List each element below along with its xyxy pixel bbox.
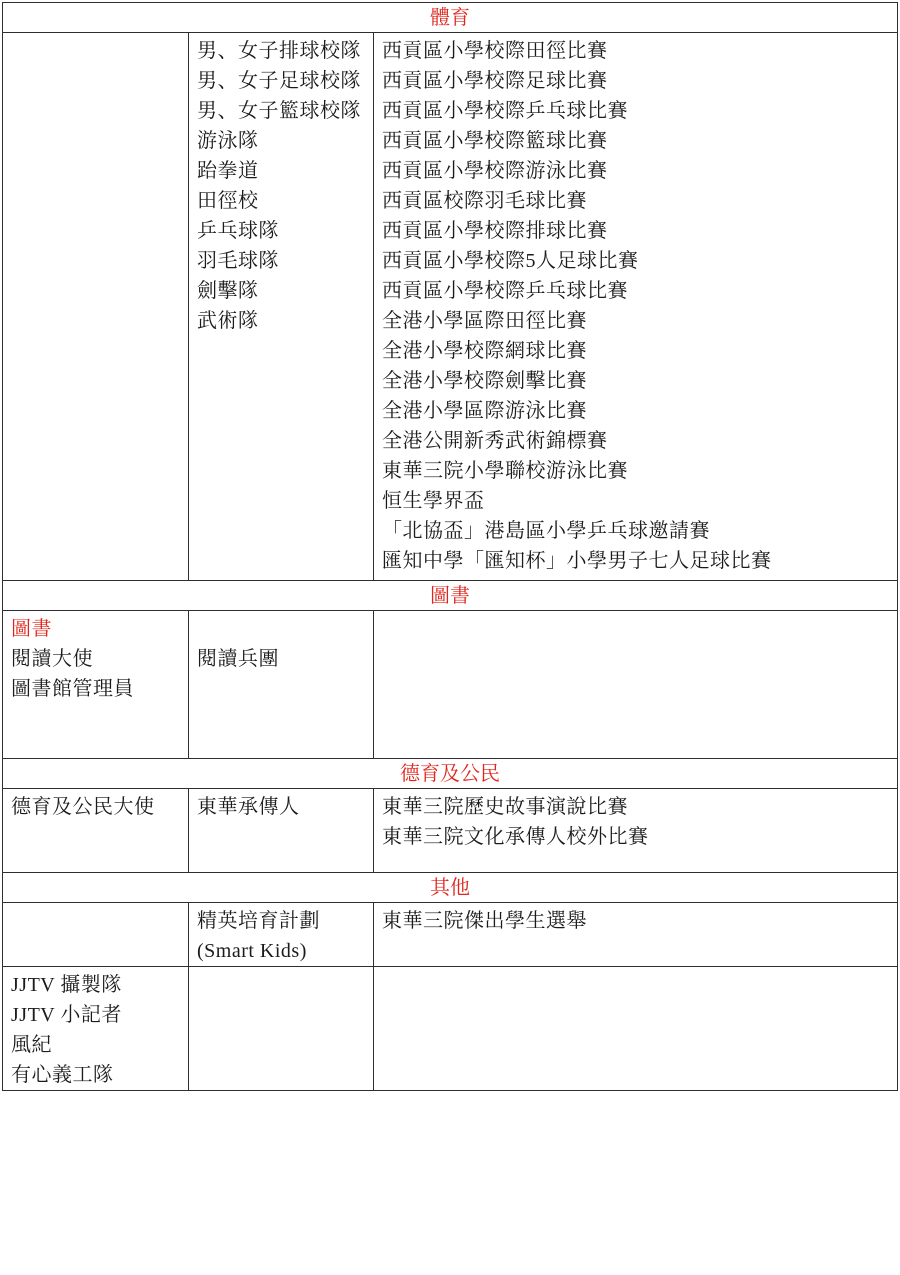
cell-line: 羽毛球隊 xyxy=(197,250,279,272)
section-moral-title: 德育及公民 xyxy=(3,759,898,789)
cell-line: 風紀 xyxy=(11,1034,52,1056)
sports-team-cell xyxy=(189,33,374,581)
cell-line xyxy=(197,614,365,644)
section-sports-title: 體育 xyxy=(3,3,898,33)
cell-line: 田徑校 xyxy=(197,190,259,212)
cell-line: 圖書館管理員 xyxy=(11,678,134,700)
section-others-header-row xyxy=(3,873,898,903)
cell-line: 「北協盃」港島區小學乒乓球邀請賽 xyxy=(382,520,710,542)
cell-line: 跆拳道 xyxy=(197,160,259,182)
moral-competition-cell xyxy=(374,789,898,873)
cell-line: 西貢區小學校際田徑比賽 xyxy=(382,40,608,62)
table-row xyxy=(3,903,898,967)
sports-activity-cell xyxy=(3,33,189,581)
cell-line: 匯知中學「匯知杯」小學男子七人足球比賽 xyxy=(382,550,772,572)
cell-line: 西貢區小學校際乒乓球比賽 xyxy=(382,100,628,122)
cell-line: 全港公開新秀武術錦標賽 xyxy=(382,430,608,452)
table-row xyxy=(3,33,898,581)
others2-team-cell xyxy=(189,967,374,1091)
cell-line: 德育及公民大使 xyxy=(11,796,155,818)
others-team-cell xyxy=(189,903,374,967)
moral-team-cell xyxy=(189,789,374,873)
cell-line: 武術隊 xyxy=(197,310,259,332)
cell-line: 西貢區小學校際排球比賽 xyxy=(382,220,608,242)
others-activity-cell xyxy=(3,903,189,967)
cell-line: (Smart Kids) xyxy=(197,940,307,962)
cell-line: JJTV 小記者 xyxy=(11,1004,122,1026)
cell-line: 全港小學區際田徑比賽 xyxy=(382,310,587,332)
cell-line: 西貢區小學校際游泳比賽 xyxy=(382,160,608,182)
section-moral-header-row xyxy=(3,759,898,789)
others2-activity-cell xyxy=(3,967,189,1091)
cell-line: 西貢區校際羽毛球比賽 xyxy=(382,190,587,212)
cell-line: 西貢區小學校際足球比賽 xyxy=(382,70,608,92)
library-team-cell xyxy=(189,611,374,759)
cell-line: 恒生學界盃 xyxy=(382,490,485,512)
cell-line: 西貢區小學校際乒乓球比賽 xyxy=(382,280,628,302)
cell-line: 東華三院小學聯校游泳比賽 xyxy=(382,460,628,482)
table-row xyxy=(3,789,898,873)
cell-line: 閱讀兵團 xyxy=(197,648,279,670)
cell-line: 乒乓球隊 xyxy=(197,220,279,242)
cell-line: 劍擊隊 xyxy=(197,280,259,302)
moral-activity-cell xyxy=(3,789,189,873)
cell-line: 東華承傳人 xyxy=(197,796,300,818)
cell-line: 有心義工隊 xyxy=(11,1064,114,1086)
cell-line: 男、女子排球校隊 xyxy=(197,40,361,62)
section-sports-header-row xyxy=(3,3,898,33)
library-competition-cell xyxy=(374,611,898,759)
cell-line: 全港小學校際網球比賽 xyxy=(382,340,587,362)
cell-line: 全港小學區際游泳比賽 xyxy=(382,400,587,422)
cell-line: 東華三院文化承傳人校外比賽 xyxy=(382,826,649,848)
cell-line: JJTV 攝製隊 xyxy=(11,974,122,996)
others2-competition-cell xyxy=(374,967,898,1091)
cell-line: 西貢區小學校際5人足球比賽 xyxy=(382,250,639,272)
cell-line: 東華三院歷史故事演說比賽 xyxy=(382,796,628,818)
table-row xyxy=(3,611,898,759)
others-competition-cell xyxy=(374,903,898,967)
cell-line: 精英培育計劃 xyxy=(197,910,320,932)
cell-line: 全港小學校際劍擊比賽 xyxy=(382,370,587,392)
cell-line: 西貢區小學校際籃球比賽 xyxy=(382,130,608,152)
cell-line: 游泳隊 xyxy=(197,130,259,152)
section-others-title: 其他 xyxy=(3,873,898,903)
cell-line: 閱讀大使 xyxy=(11,648,93,670)
cell-line: 男、女子籃球校隊 xyxy=(197,100,361,122)
sports-competition-cell xyxy=(374,33,898,581)
cell-line: 男、女子足球校隊 xyxy=(197,70,361,92)
section-library-header-row xyxy=(3,581,898,611)
activities-table xyxy=(2,2,898,1091)
cell-line-red: 圖書 xyxy=(11,618,52,640)
library-activity-cell xyxy=(3,611,189,759)
section-library-title: 圖書 xyxy=(3,581,898,611)
cell-line: 東華三院傑出學生選舉 xyxy=(382,910,587,932)
table-row xyxy=(3,967,898,1091)
